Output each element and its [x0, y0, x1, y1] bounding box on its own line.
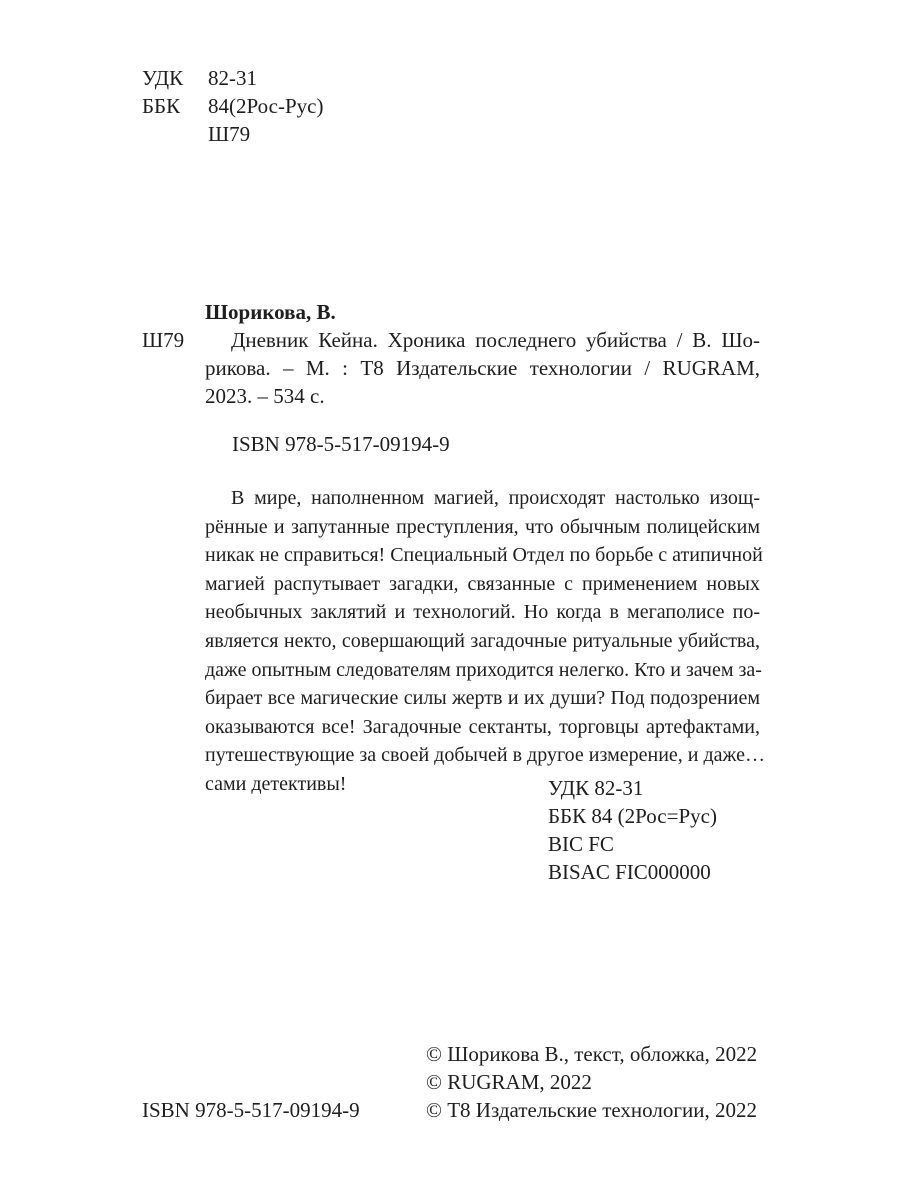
udk-line: УДК 82-31 — [548, 776, 644, 800]
classification-bottom — [548, 774, 717, 886]
bic-line: BIC FC — [548, 832, 614, 856]
annotation-line: рённые и запутанные преступления, что обычным полицейским — [205, 515, 760, 538]
annotation-line: является некто, совершающий загадочные ритуальные убийства, — [205, 629, 760, 652]
author-mark-value: Ш79 — [208, 122, 251, 146]
udk-value: 82-31 — [208, 66, 257, 90]
annotation-line: бирает все магические силы жертв и их души? Под подозрением — [205, 687, 760, 710]
catalog-author: Шорикова, В. — [205, 300, 336, 324]
copyright-line-publisher: © Т8 Издательские технологии, 2022 — [426, 1098, 757, 1122]
copyright-line-author: © Шорикова В., текст, обложка, 2022 — [426, 1042, 758, 1066]
bbk-value: 84(2Рос-Рус) — [208, 94, 324, 118]
catalog-description — [205, 326, 760, 410]
annotation-line: необычных заклятий и технологий. Но когда в мегаполисе по- — [205, 601, 760, 624]
copyright-line-rugram: © RUGRAM, 2022 — [426, 1070, 592, 1094]
annotation-line: путешествующие за своей добычей в другое измерение, и даже… — [205, 744, 765, 767]
classification-top — [142, 64, 323, 148]
annotation-line: оказываются все! Загадочные сектанты, торговцы артефактами, — [205, 715, 760, 738]
annotation-line: магией распутывает загадки, связанные с применением новых — [205, 572, 760, 595]
catalog-description-line: рикова. – М. : Т8 Издательские технологии / RUGRAM, — [205, 356, 760, 380]
author-mark-row — [142, 120, 323, 148]
copyright-block — [426, 1040, 757, 1124]
bbk-row — [142, 92, 323, 120]
udk-row — [142, 64, 323, 92]
bbk-line: ББК 84 (2Рос=Рус) — [548, 804, 717, 828]
catalog-description-line: Дневник Кейна. Хроника последнего убийства / В. Шо- — [231, 328, 760, 352]
annotation-line: сами детективы! — [205, 772, 347, 795]
annotation-line: даже опытным следователям приходится нелегко. Кто и зачем за- — [205, 658, 762, 681]
udk-label: УДК — [142, 66, 184, 90]
bisac-line: BISAC FIC000000 — [548, 860, 711, 884]
bottom-isbn: ISBN 978-5-517-09194-9 — [142, 1098, 360, 1122]
author-mark-label — [142, 120, 208, 148]
catalog-code: Ш79 — [142, 328, 185, 352]
annotation — [205, 484, 765, 799]
catalog-description-line: 2023. – 534 с. — [205, 384, 325, 408]
annotation-line: никак не справиться! Специальный Отдел по борьбе с атипичной — [205, 544, 763, 567]
catalog-isbn: ISBN 978-5-517-09194-9 — [232, 432, 450, 456]
bbk-label: ББК — [142, 94, 181, 118]
annotation-line: В мире, наполненном магией, происходят настолько изощ- — [231, 487, 760, 509]
